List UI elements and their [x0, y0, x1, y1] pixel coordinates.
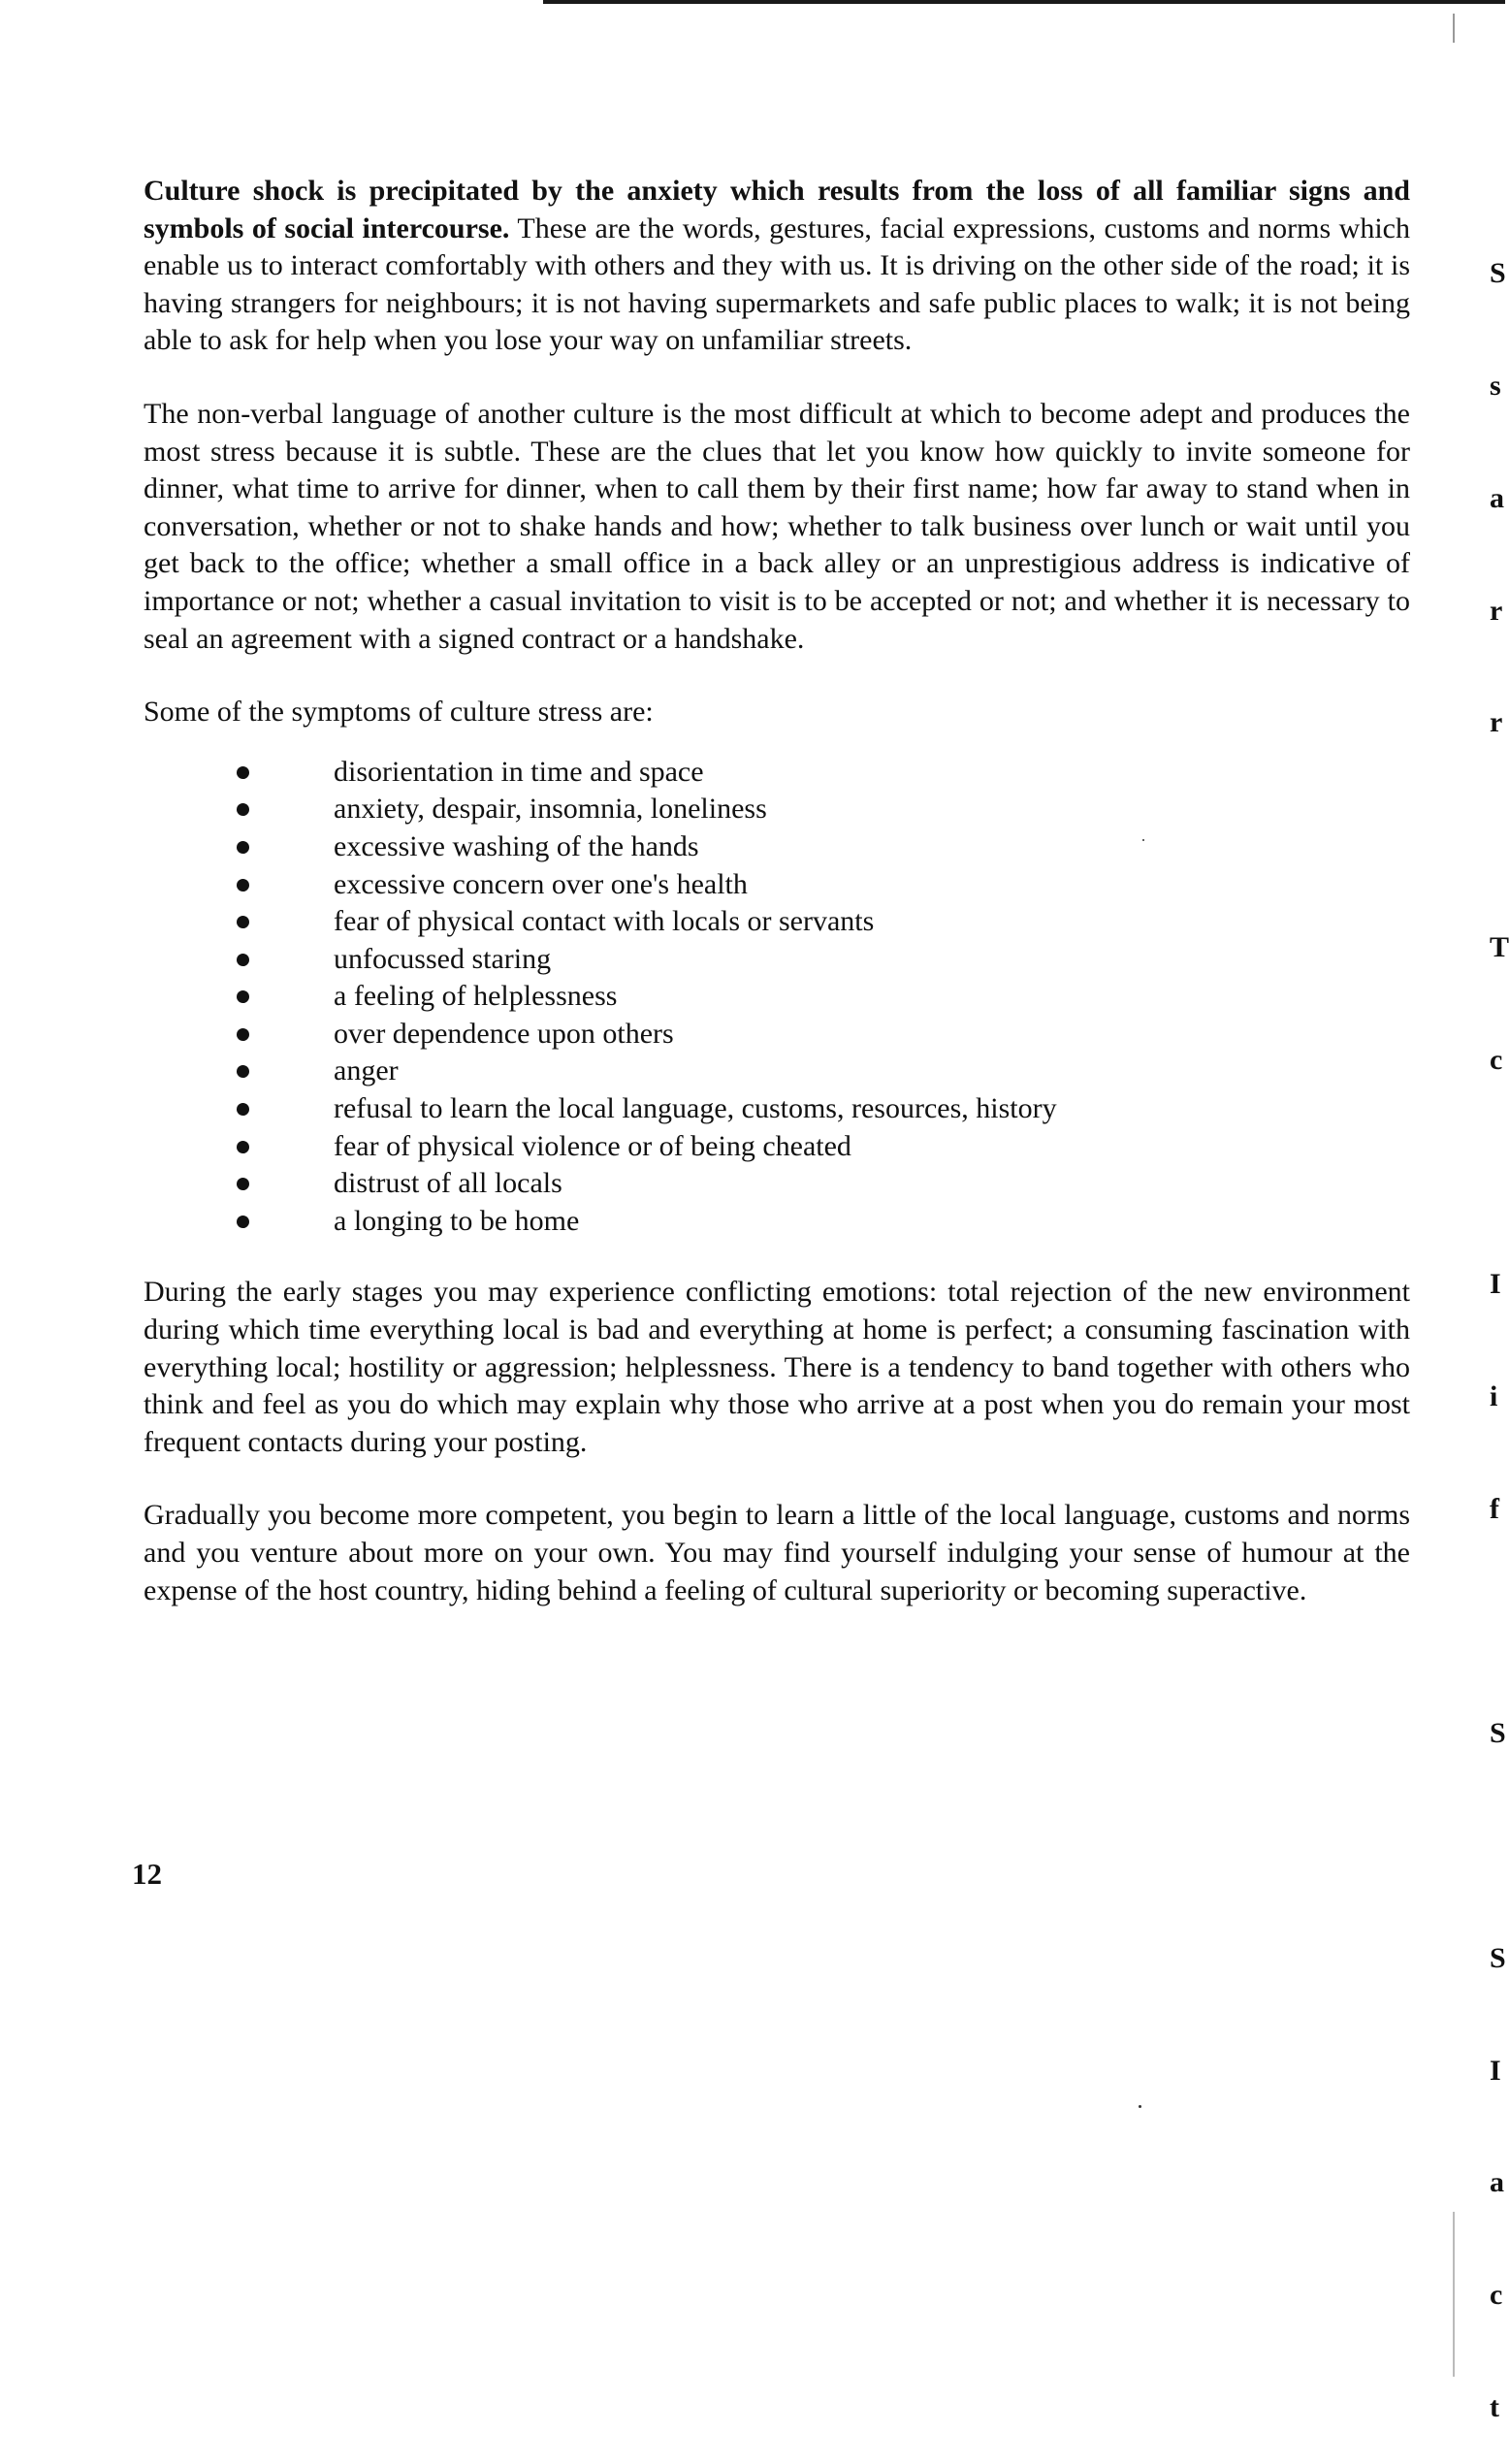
- bullet-icon: [237, 916, 249, 928]
- list-item: [144, 1016, 1410, 1054]
- list-item-text: refusal to learn the local language, customs, resources, history: [334, 1092, 1057, 1125]
- margin-fragment: r: [1490, 594, 1503, 627]
- list-item-text: excessive concern over one's health: [334, 867, 748, 900]
- list-item-text: anxiety, despair, insomnia, loneliness: [334, 793, 767, 826]
- list-item: [144, 903, 1410, 941]
- paragraph-text: These are the words, gestures, facial expressions, customs and norms which enable us to interact comfortably with others and they with us. It is driving on the other side of the road; it is having strangers for neighbours; it is not having supermarkets and safe public places to walk; it is not being able to ask for help when you lose your way on unfamiliar streets.: [144, 211, 1410, 357]
- list-item: [144, 941, 1410, 979]
- list-item: [144, 1053, 1410, 1090]
- symptoms-intro: Some of the symptoms of culture stress are:: [144, 696, 654, 729]
- list-item-text: a feeling of helplessness: [334, 980, 618, 1013]
- page-body: [144, 173, 1410, 1645]
- list-item: [144, 1203, 1410, 1241]
- margin-fragment: [1490, 1153, 1505, 1191]
- bullet-icon: [237, 990, 249, 1003]
- list-item-text: unfocussed staring: [334, 942, 552, 975]
- margin-fragment: T: [1490, 930, 1509, 963]
- paragraph-gradually: Gradually you become more competent, you begin to learn a little of the local language, customs and norms and you venture about more on your own. You may find yourself indulging your sense of humour at the expense of the host country, hiding behind a feeling of cultural superiority or becoming superactive.: [144, 1499, 1410, 1606]
- list-item-text: fear of physical violence or of being cheated: [334, 1129, 851, 1162]
- bullet-icon: [237, 803, 249, 816]
- list-item-text: excessive washing of the hands: [334, 829, 699, 862]
- margin-fragment: a: [1490, 2166, 1504, 2199]
- bullet-icon: [237, 1065, 249, 1078]
- scan-edge-noise: [1453, 14, 1455, 43]
- bullet-icon: [237, 1141, 249, 1153]
- margin-fragment: c: [1490, 1043, 1503, 1076]
- symptoms-list: [144, 754, 1410, 1241]
- page-number: 12: [132, 1857, 162, 1891]
- list-item-text: fear of physical contact with locals or servants: [334, 905, 875, 938]
- margin-fragment: [1490, 817, 1505, 855]
- scan-edge-noise: [1453, 2212, 1455, 2377]
- paragraph-non-verbal-language: The non-verbal language of another culture is the most difficult at which to become adept and produces the most stress because it is subtle. These are the clues that let you know how quickly to invite someone for dinner, what time to arrive for dinner, when to call them by their first name; how far away to stand when in conversation, whether or not to shake hands and how; whether to talk business over lunch or wait until you get back to the office; whether a small office in a back alley or an unprestigious address is indicative of importance or not; whether a casual invitation to visit is to be accepted or not; and whether it is necessary to seal an agreement with a signed contract or a handshake.: [144, 397, 1410, 655]
- bullet-icon: [237, 841, 249, 854]
- bullet-icon: [237, 766, 249, 779]
- margin-fragment: s: [1490, 369, 1501, 402]
- list-item-text: anger: [334, 1054, 399, 1087]
- paragraph-early-stages: During the early stages you may experience conflicting emotions: total rejection of the new environment during which time everything local is bad and everything at home is perfect; a consuming fascination with everything local; hostility or aggression; helplessness. There is a tendency to band together with others who think and feel as you do which may explain why those who arrive at a post when you do remain your most frequent contacts during your posting.: [144, 1276, 1410, 1458]
- margin-fragment: I: [1490, 1268, 1501, 1301]
- bullet-icon: [237, 1178, 249, 1190]
- bullet-icon: [237, 954, 249, 966]
- margin-fragment: c: [1490, 2279, 1503, 2312]
- bullet-icon: [237, 1028, 249, 1041]
- list-item-text: distrust of all locals: [334, 1167, 562, 1200]
- list-item: [144, 978, 1410, 1016]
- margin-fragment: [1490, 1828, 1505, 1865]
- bullet-icon: [237, 1216, 249, 1228]
- margin-fragment: i: [1490, 1380, 1498, 1412]
- margin-fragment: a: [1490, 481, 1504, 514]
- list-item: [144, 828, 1410, 866]
- bullet-icon: [237, 879, 249, 892]
- list-item-text: a longing to be home: [334, 1204, 580, 1237]
- list-item: [144, 1165, 1410, 1203]
- list-item: [144, 866, 1410, 904]
- list-item: [144, 1128, 1410, 1166]
- scan-speck: [1142, 839, 1144, 841]
- bullet-icon: [237, 1103, 249, 1116]
- adjacent-page-margin-fragments: [1490, 180, 1509, 2464]
- list-item-text: disorientation in time and space: [334, 755, 704, 788]
- paragraph-lead-bold: Culture shock is precipitated by the anxiety which results from the loss of all familiar signs and symbols of social intercourse.: [144, 175, 1410, 244]
- margin-fragment: S: [1490, 257, 1506, 290]
- paragraph-culture-shock: [144, 173, 1410, 360]
- scan-speck: [1139, 2105, 1141, 2108]
- list-item-text: over dependence upon others: [334, 1017, 674, 1050]
- margin-fragment: [1490, 1604, 1505, 1641]
- top-border-rule: [543, 0, 1505, 4]
- list-item: [144, 1090, 1410, 1128]
- margin-fragment: S: [1490, 1941, 1506, 1974]
- margin-fragment: r: [1490, 706, 1503, 739]
- margin-fragment: f: [1490, 1492, 1499, 1525]
- margin-fragment: S: [1490, 1717, 1506, 1750]
- list-item: [144, 754, 1410, 792]
- margin-fragment: I: [1490, 2054, 1501, 2087]
- margin-fragment: t: [1490, 2391, 1499, 2424]
- list-item: [144, 791, 1410, 828]
